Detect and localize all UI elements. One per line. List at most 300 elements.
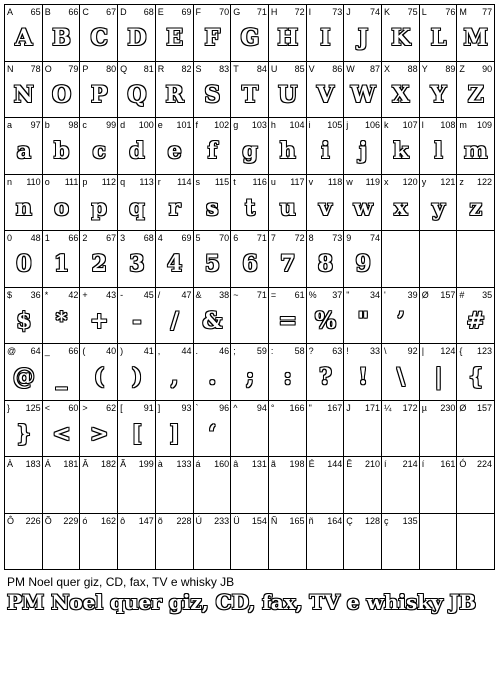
char-cell bbox=[155, 117, 194, 175]
char-code: 43 bbox=[106, 289, 117, 300]
char-code: 70 bbox=[219, 7, 230, 17]
char-cell bbox=[117, 61, 156, 119]
char-code: 120 bbox=[402, 176, 418, 187]
char-glyph: R bbox=[165, 81, 184, 108]
char-cell bbox=[117, 400, 156, 458]
char-glyph: 2 bbox=[91, 251, 107, 277]
char-label: F bbox=[195, 7, 201, 17]
char-glyph: K bbox=[391, 25, 411, 51]
char-cell bbox=[419, 117, 458, 175]
char-cell bbox=[117, 343, 156, 401]
char-glyph: . bbox=[208, 364, 217, 390]
char-cell bbox=[230, 230, 269, 288]
char-code: 47 bbox=[181, 289, 192, 300]
char-code: 38 bbox=[219, 289, 230, 300]
sample-caption: PM Noel quer giz, CD, fax, TV e whisky JB bbox=[7, 575, 235, 589]
char-label: Ü bbox=[233, 515, 240, 526]
char-glyph: p bbox=[91, 194, 107, 221]
char-code: 228 bbox=[176, 515, 192, 526]
char-label: & bbox=[195, 289, 202, 300]
char-glyph: h bbox=[279, 138, 296, 164]
char-cell bbox=[4, 513, 43, 571]
char-label: ! bbox=[346, 346, 349, 356]
char-cell bbox=[268, 513, 307, 571]
char-cell bbox=[456, 174, 495, 232]
char-cell bbox=[230, 400, 269, 458]
char-code: 121 bbox=[440, 176, 456, 187]
char-label: Ú bbox=[195, 515, 202, 526]
char-label: l bbox=[421, 120, 424, 130]
char-code: 161 bbox=[440, 459, 456, 469]
char-code: 157 bbox=[440, 289, 456, 300]
char-cell bbox=[42, 400, 81, 458]
char-cell bbox=[193, 343, 232, 401]
char-code: 229 bbox=[63, 515, 79, 526]
char-glyph: W bbox=[350, 81, 376, 108]
char-cell bbox=[268, 400, 307, 458]
char-cell bbox=[193, 61, 232, 119]
char-label: Z bbox=[459, 63, 465, 74]
char-glyph: S bbox=[204, 81, 221, 108]
char-cell bbox=[343, 456, 382, 514]
char-label: } bbox=[7, 402, 11, 413]
character-map-grid bbox=[4, 4, 494, 569]
char-code: 71 bbox=[256, 233, 267, 243]
char-cell bbox=[230, 117, 269, 175]
char-cell bbox=[117, 287, 156, 345]
char-glyph: F bbox=[204, 25, 221, 51]
char-code: 114 bbox=[177, 176, 192, 187]
char-cell bbox=[268, 343, 307, 401]
char-label: K bbox=[384, 7, 391, 17]
char-glyph: H bbox=[277, 25, 299, 51]
char-code: 76 bbox=[445, 7, 456, 17]
char-cell bbox=[456, 4, 495, 62]
char-glyph: V bbox=[316, 81, 334, 108]
char-label: U bbox=[270, 63, 278, 74]
char-glyph: $ bbox=[16, 307, 32, 334]
char-glyph: G bbox=[240, 25, 260, 51]
char-cell bbox=[456, 343, 495, 401]
char-code: 62 bbox=[106, 402, 117, 413]
char-cell bbox=[230, 4, 269, 62]
char-glyph: Q bbox=[127, 81, 147, 108]
char-cell bbox=[343, 61, 382, 119]
char-glyph: X bbox=[392, 81, 410, 108]
char-code: 79 bbox=[68, 63, 79, 74]
char-cell bbox=[381, 287, 420, 345]
char-cell bbox=[419, 400, 458, 458]
char-label: 5 bbox=[195, 233, 201, 243]
char-label: ñ bbox=[308, 515, 314, 526]
char-cell bbox=[381, 4, 420, 62]
char-label: q bbox=[120, 176, 126, 187]
char-cell bbox=[419, 513, 458, 571]
char-glyph: i bbox=[321, 138, 330, 164]
char-cell bbox=[306, 456, 345, 514]
char-code: 74 bbox=[369, 233, 380, 243]
char-cell bbox=[155, 61, 194, 119]
char-code: 98 bbox=[68, 120, 79, 130]
char-label: ` bbox=[195, 402, 199, 413]
char-label: s bbox=[195, 176, 200, 187]
char-label: N bbox=[7, 63, 14, 74]
char-code: 182 bbox=[101, 459, 117, 469]
char-cell bbox=[79, 343, 118, 401]
char-glyph: g bbox=[242, 138, 258, 164]
char-label: - bbox=[120, 289, 124, 300]
char-cell bbox=[381, 400, 420, 458]
char-cell bbox=[456, 456, 495, 514]
char-code: 71 bbox=[256, 7, 267, 17]
char-glyph: A bbox=[15, 25, 33, 51]
char-label: v bbox=[308, 176, 314, 187]
char-cell bbox=[42, 117, 81, 175]
char-label: õ bbox=[157, 515, 163, 526]
char-code: 45 bbox=[143, 289, 154, 300]
char-label: Ó bbox=[459, 459, 467, 469]
char-cell bbox=[456, 117, 495, 175]
char-code: 124 bbox=[440, 346, 456, 356]
char-code: 167 bbox=[327, 402, 343, 413]
char-label: m bbox=[459, 120, 467, 130]
char-code: 157 bbox=[477, 402, 493, 413]
char-cell bbox=[456, 61, 495, 119]
char-glyph: 1 bbox=[53, 251, 70, 277]
char-code: 116 bbox=[252, 176, 267, 187]
char-glyph: j bbox=[359, 138, 368, 164]
char-code: 183 bbox=[25, 459, 41, 469]
char-label: ã bbox=[270, 459, 276, 469]
char-cell bbox=[79, 230, 118, 288]
char-cell bbox=[230, 513, 269, 571]
char-code: 128 bbox=[364, 515, 380, 526]
char-label: 7 bbox=[270, 233, 276, 243]
char-glyph: * bbox=[55, 307, 68, 334]
char-label: H bbox=[270, 7, 278, 17]
char-label: = bbox=[270, 289, 277, 300]
char-cell bbox=[381, 230, 420, 288]
char-glyph: L bbox=[430, 25, 447, 51]
char-label: X bbox=[384, 63, 391, 74]
char-label: u bbox=[270, 176, 276, 187]
char-label: > bbox=[82, 402, 88, 413]
char-code: 144 bbox=[327, 459, 343, 469]
char-label: # bbox=[459, 289, 465, 300]
char-glyph: E bbox=[166, 25, 184, 51]
char-cell bbox=[79, 513, 118, 571]
char-label: Õ bbox=[44, 515, 52, 526]
char-cell bbox=[381, 513, 420, 571]
char-cell bbox=[4, 174, 43, 232]
char-cell bbox=[193, 456, 232, 514]
char-cell bbox=[381, 61, 420, 119]
char-label: Ê bbox=[346, 459, 353, 469]
char-glyph: | bbox=[434, 364, 443, 390]
char-cell bbox=[155, 456, 194, 514]
char-code: 85 bbox=[294, 63, 305, 74]
char-cell bbox=[117, 230, 156, 288]
char-glyph: m bbox=[464, 138, 488, 164]
char-code: 101 bbox=[176, 120, 192, 130]
char-label: Á bbox=[44, 459, 51, 469]
char-label: y bbox=[421, 176, 427, 187]
char-glyph: # bbox=[466, 307, 485, 334]
char-label: í bbox=[384, 459, 387, 469]
char-glyph: y bbox=[432, 194, 445, 221]
char-cell bbox=[79, 456, 118, 514]
char-cell bbox=[343, 400, 382, 458]
char-cell bbox=[193, 174, 232, 232]
char-label: Ø bbox=[459, 402, 467, 413]
char-cell bbox=[117, 117, 156, 175]
char-label: j bbox=[346, 120, 349, 130]
char-code: 111 bbox=[64, 176, 79, 187]
char-cell bbox=[306, 343, 345, 401]
char-code: 67 bbox=[106, 7, 117, 17]
char-cell bbox=[79, 4, 118, 62]
char-label: à bbox=[157, 459, 163, 469]
char-glyph: { bbox=[468, 364, 483, 390]
char-code: 69 bbox=[181, 233, 192, 243]
char-code: 125 bbox=[25, 402, 41, 413]
char-code: 35 bbox=[482, 289, 493, 300]
char-label: ) bbox=[120, 346, 124, 356]
char-glyph: Z bbox=[467, 81, 484, 108]
char-glyph: @ bbox=[12, 364, 35, 390]
char-label: c bbox=[82, 120, 87, 130]
char-label: w bbox=[346, 176, 353, 187]
char-code: 91 bbox=[143, 402, 154, 413]
char-label: / bbox=[157, 289, 161, 300]
char-glyph: O bbox=[51, 81, 72, 108]
char-cell bbox=[155, 513, 194, 571]
char-row bbox=[4, 61, 494, 119]
char-label: Y bbox=[421, 63, 428, 74]
char-label: Ô bbox=[7, 515, 15, 526]
char-glyph: ( bbox=[94, 364, 105, 390]
char-cell bbox=[117, 513, 156, 571]
char-glyph: a bbox=[16, 138, 31, 164]
char-code: 84 bbox=[256, 63, 267, 74]
char-cell bbox=[381, 117, 420, 175]
char-cell bbox=[306, 174, 345, 232]
char-label: t bbox=[233, 176, 236, 187]
char-glyph: w bbox=[353, 194, 373, 221]
char-row bbox=[4, 230, 494, 288]
char-cell bbox=[42, 513, 81, 571]
char-label: S bbox=[195, 63, 202, 74]
char-label: V bbox=[308, 63, 315, 74]
char-code: 80 bbox=[106, 63, 117, 74]
char-code: 96 bbox=[219, 402, 230, 413]
char-code: 36 bbox=[30, 289, 41, 300]
char-cell bbox=[155, 287, 194, 345]
char-label: ] bbox=[157, 402, 161, 413]
char-cell bbox=[193, 117, 232, 175]
char-cell bbox=[456, 230, 495, 288]
char-cell bbox=[268, 117, 307, 175]
char-label: e bbox=[157, 120, 163, 130]
char-row bbox=[4, 456, 494, 514]
char-glyph: 8 bbox=[317, 251, 334, 277]
char-code: 103 bbox=[251, 120, 267, 130]
char-glyph: \ bbox=[396, 364, 405, 390]
char-code: 107 bbox=[402, 120, 418, 130]
char-glyph: 6 bbox=[242, 251, 258, 277]
char-cell bbox=[456, 513, 495, 571]
char-row bbox=[4, 343, 494, 401]
char-label: ( bbox=[82, 346, 86, 356]
char-label: À bbox=[7, 459, 14, 469]
char-row bbox=[4, 4, 494, 62]
char-cell bbox=[268, 456, 307, 514]
char-cell bbox=[155, 174, 194, 232]
char-code: 73 bbox=[332, 7, 343, 17]
char-label: Ñ bbox=[270, 515, 278, 526]
char-code: 59 bbox=[256, 346, 267, 356]
char-glyph: Y bbox=[430, 81, 447, 108]
char-label: r bbox=[157, 176, 161, 187]
char-cell bbox=[117, 4, 156, 62]
char-cell bbox=[306, 61, 345, 119]
char-glyph: ‘ bbox=[208, 420, 217, 447]
char-cell bbox=[42, 230, 81, 288]
char-glyph: b bbox=[53, 138, 70, 164]
char-row bbox=[4, 513, 494, 571]
char-cell bbox=[268, 4, 307, 62]
char-glyph: } bbox=[16, 420, 31, 447]
char-code: 71 bbox=[256, 289, 267, 300]
char-code: 102 bbox=[214, 120, 230, 130]
char-code: 119 bbox=[365, 176, 380, 187]
char-row bbox=[4, 174, 494, 232]
char-cell bbox=[419, 456, 458, 514]
char-code: 210 bbox=[364, 459, 380, 469]
char-glyph: 3 bbox=[129, 251, 145, 277]
char-label: Q bbox=[120, 63, 128, 74]
char-label: á bbox=[195, 459, 201, 469]
char-code: 118 bbox=[327, 176, 343, 187]
char-glyph: q bbox=[129, 194, 145, 221]
char-cell bbox=[343, 117, 382, 175]
char-glyph: = bbox=[278, 307, 297, 334]
char-code: 88 bbox=[407, 63, 418, 74]
char-cell bbox=[343, 230, 382, 288]
char-cell bbox=[4, 230, 43, 288]
char-code: 233 bbox=[214, 515, 230, 526]
char-cell bbox=[343, 343, 382, 401]
char-code: 68 bbox=[143, 7, 154, 17]
char-glyph: , bbox=[170, 364, 179, 390]
char-label: É bbox=[308, 459, 315, 469]
char-cell bbox=[155, 400, 194, 458]
char-code: 68 bbox=[143, 233, 154, 243]
char-label: 3 bbox=[120, 233, 126, 243]
char-code: 46 bbox=[219, 346, 230, 356]
char-cell bbox=[268, 230, 307, 288]
char-cell bbox=[79, 117, 118, 175]
char-glyph: N bbox=[13, 81, 34, 108]
char-cell bbox=[155, 4, 194, 62]
char-code: 122 bbox=[477, 176, 493, 187]
char-label: @ bbox=[7, 346, 17, 356]
char-glyph: o bbox=[54, 194, 69, 221]
char-glyph: - bbox=[132, 307, 142, 334]
char-cell bbox=[343, 174, 382, 232]
char-glyph: c bbox=[92, 138, 106, 164]
char-glyph: > bbox=[90, 420, 109, 447]
char-glyph: n bbox=[15, 194, 32, 221]
char-label: T bbox=[233, 63, 239, 74]
char-code: 33 bbox=[369, 346, 380, 356]
char-label: i bbox=[308, 120, 311, 130]
char-label: ; bbox=[233, 346, 236, 356]
char-code: 166 bbox=[289, 402, 305, 413]
char-code: 73 bbox=[332, 233, 343, 243]
char-label: d bbox=[120, 120, 126, 130]
char-cell bbox=[4, 61, 43, 119]
char-label: , bbox=[157, 346, 161, 356]
char-cell bbox=[306, 513, 345, 571]
char-label: x bbox=[384, 176, 389, 187]
char-code: 67 bbox=[106, 233, 117, 243]
char-code: 69 bbox=[181, 7, 192, 17]
char-label: g bbox=[233, 120, 239, 130]
char-code: 65 bbox=[30, 7, 41, 17]
char-code: 99 bbox=[106, 120, 117, 130]
char-glyph: ) bbox=[131, 364, 143, 390]
char-code: 226 bbox=[25, 515, 41, 526]
char-label: J bbox=[346, 402, 351, 413]
char-cell bbox=[117, 174, 156, 232]
char-label: . bbox=[195, 346, 199, 356]
char-glyph: M bbox=[463, 25, 488, 51]
char-glyph: 7 bbox=[280, 251, 296, 277]
char-label: Â bbox=[82, 459, 89, 469]
char-code: 165 bbox=[289, 515, 305, 526]
char-label: b bbox=[44, 120, 50, 130]
char-label: < bbox=[44, 402, 50, 413]
char-label: o bbox=[44, 176, 50, 187]
char-code: 64 bbox=[30, 346, 41, 356]
char-cell bbox=[193, 230, 232, 288]
char-cell bbox=[343, 513, 382, 571]
char-code: 109 bbox=[477, 120, 493, 130]
char-code: 100 bbox=[138, 120, 154, 130]
char-cell bbox=[42, 343, 81, 401]
char-code: 147 bbox=[138, 515, 154, 526]
char-cell bbox=[306, 230, 345, 288]
char-code: 172 bbox=[402, 402, 418, 413]
char-code: 162 bbox=[101, 515, 117, 526]
char-code: 230 bbox=[440, 402, 456, 413]
char-cell bbox=[4, 117, 43, 175]
char-cell bbox=[193, 513, 232, 571]
char-code: 72 bbox=[294, 7, 305, 17]
char-glyph: & bbox=[202, 307, 223, 334]
char-code: 61 bbox=[294, 289, 305, 300]
char-code: 154 bbox=[251, 515, 267, 526]
char-label: Ç bbox=[346, 515, 353, 526]
char-label: a bbox=[7, 120, 13, 130]
char-label: 1 bbox=[44, 233, 50, 243]
char-glyph: _ bbox=[56, 364, 68, 390]
sample-preview: PM Noel quer giz, CD, fax, TV e whisky JB bbox=[7, 590, 477, 614]
char-code: 66 bbox=[68, 7, 79, 17]
char-label: 4 bbox=[157, 233, 163, 243]
char-glyph: t bbox=[244, 194, 256, 221]
